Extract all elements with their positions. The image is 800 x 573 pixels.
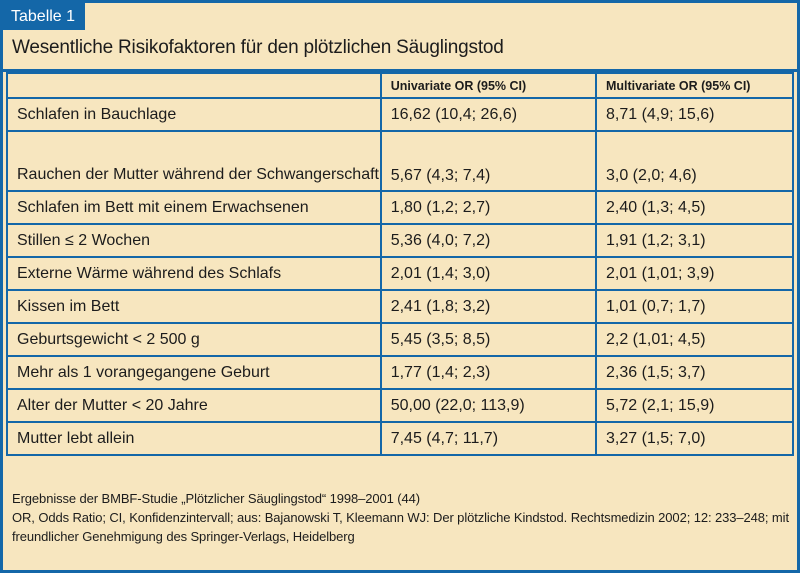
row-label: Externe Wärme während des Schlafs: [7, 257, 381, 290]
header-cell-factor: [7, 73, 381, 98]
multivariate-value: 2,36 (1,5; 3,7): [596, 356, 793, 389]
table-row: [7, 356, 793, 389]
row-label: Stillen ≤ 2 Wochen: [7, 224, 381, 257]
row-label: Schlafen in Bauchlage: [7, 98, 381, 131]
table-row: [7, 257, 793, 290]
table-row: [7, 191, 793, 224]
multivariate-value: 3,0 (2,0; 4,6): [596, 131, 793, 191]
univariate-value: 5,36 (4,0; 7,2): [381, 224, 596, 257]
multivariate-value: 3,27 (1,5; 7,0): [596, 422, 793, 455]
risk-factor-table: [6, 72, 794, 456]
table-row: [7, 290, 793, 323]
footnote-source-line: Ergebnisse der BMBF-Studie „Plötzlicher Säuglingstod“ 1998–2001 (44): [12, 491, 420, 506]
table-row: [7, 224, 793, 257]
table-row: [7, 131, 793, 191]
table-row: [7, 422, 793, 455]
table-title: Wesentliche Risikofaktoren für den plötzlichen Säuglingstod: [12, 37, 504, 58]
row-label: Kissen im Bett: [7, 290, 381, 323]
univariate-value: 50,00 (22,0; 113,9): [381, 389, 596, 422]
multivariate-value: 2,40 (1,3; 4,5): [596, 191, 793, 224]
table-header-row: [7, 73, 793, 98]
row-label: Mutter lebt allein: [7, 422, 381, 455]
multivariate-value: 1,91 (1,2; 3,1): [596, 224, 793, 257]
table-footnote: [12, 489, 790, 546]
row-label: Alter der Mutter < 20 Jahre: [7, 389, 381, 422]
univariate-value: 1,80 (1,2; 2,7): [381, 191, 596, 224]
table-row: [7, 323, 793, 356]
footnote-abbreviations-line: OR, Odds Ratio; CI, Konfidenzintervall; aus: Bajanowski T, Kleemann WJ: Der plötzliche Kindstod. Rechtsmedizin 2002; 12: 233–248; mit freundlicher Genehmigung des Springer-Verlags, Heidelberg: [12, 510, 789, 544]
univariate-value: 5,45 (3,5; 8,5): [381, 323, 596, 356]
univariate-value: 1,77 (1,4; 2,3): [381, 356, 596, 389]
multivariate-value: 5,72 (2,1; 15,9): [596, 389, 793, 422]
multivariate-value: 1,01 (0,7; 1,7): [596, 290, 793, 323]
row-label: Geburtsgewicht < 2 500 g: [7, 323, 381, 356]
univariate-value: 16,62 (10,4; 26,6): [381, 98, 596, 131]
multivariate-value: 8,71 (4,9; 15,6): [596, 98, 793, 131]
table-row: [7, 389, 793, 422]
row-label: Schlafen im Bett mit einem Erwachsenen: [7, 191, 381, 224]
multivariate-value: 2,01 (1,01; 3,9): [596, 257, 793, 290]
row-label: Mehr als 1 vorangegangene Geburt: [7, 356, 381, 389]
header-cell-univariate: Univariate OR (95% CI): [381, 73, 596, 98]
univariate-value: 2,01 (1,4; 3,0): [381, 257, 596, 290]
row-label: Rauchen der Mutter während der Schwangerschaft: [7, 131, 381, 191]
univariate-value: 2,41 (1,8; 3,2): [381, 290, 596, 323]
table-number-tag: Tabelle 1: [3, 3, 85, 30]
univariate-value: 7,45 (4,7; 11,7): [381, 422, 596, 455]
table-row: [7, 98, 793, 131]
header-cell-multivariate: Multivariate OR (95% CI): [596, 73, 793, 98]
multivariate-value: 2,2 (1,01; 4,5): [596, 323, 793, 356]
univariate-value: 5,67 (4,3; 7,4): [381, 131, 596, 191]
